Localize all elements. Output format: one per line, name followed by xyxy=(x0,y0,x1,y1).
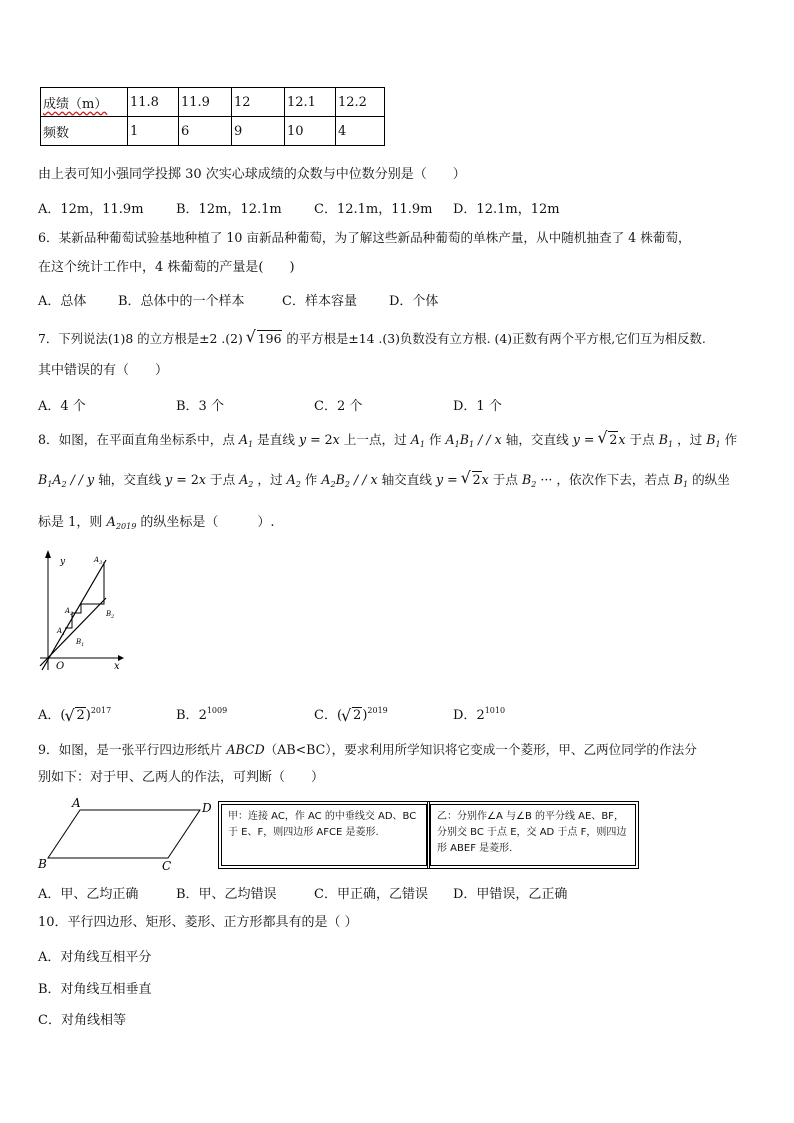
q10-option-a: A．对角线互相平分 xyxy=(38,950,152,965)
vertex-label-d: D xyxy=(202,801,212,815)
q8-text: ，依次作下去，若点 xyxy=(552,472,674,487)
q6-line2: 在这个统计工作中，4 株葡萄的产量是( ) xyxy=(38,260,295,275)
label-A2 xyxy=(64,607,73,617)
q8-coordinate-graph xyxy=(36,548,126,672)
label-A3-sub: 3 xyxy=(99,560,103,566)
q9-text: （AB<BC），要求利用所学知识将它变成一个菱形，甲、乙两位同学的作法分 xyxy=(264,742,697,757)
math-B1: $B_1$ xyxy=(706,432,721,449)
parallelogram-figure xyxy=(34,796,216,872)
q5-option-c: C．12.1m，11.9m xyxy=(314,202,433,217)
table-header-score: 成绩（m） xyxy=(43,96,108,112)
q8-text: 作 xyxy=(720,432,738,447)
vertex-label-c: C xyxy=(162,859,172,872)
math-B1: $B_1$ xyxy=(673,472,689,489)
q8-text: 于点 xyxy=(205,472,240,487)
math-B1A2-parallel-y: $B_1A_2$ / / y xyxy=(38,472,95,489)
yi-method-text: 乙：分别作∠A 与∠B 的平分线 AE、BF，分别交 BC 于点 E，交 AD 于点 F，则四边形 ABEF 是菱形. xyxy=(437,811,627,854)
q9-option-c: C．甲正确，乙错误 xyxy=(314,887,428,902)
math-A2: $A_2$ xyxy=(239,472,254,489)
exponent: 2019 xyxy=(367,706,388,715)
math-A1: $A_1$ xyxy=(410,432,425,449)
q8-text: 标是 1，则 xyxy=(38,515,107,530)
staircase-path xyxy=(65,562,104,628)
math-B1: $B_1$ xyxy=(658,432,674,449)
label-A2-sub: 2 xyxy=(70,611,74,617)
yi-method-box xyxy=(430,804,636,866)
sqrt-radicand: 2 xyxy=(353,708,362,723)
label-B2 xyxy=(105,610,114,620)
label-A3 xyxy=(93,556,102,566)
q8-line3 xyxy=(38,514,275,536)
q8-text: 轴交直线 xyxy=(377,472,436,487)
q8-text: 于点 xyxy=(488,472,522,487)
q6-option-b: B．总体中的一个样本 xyxy=(118,294,245,309)
q7-option-c: C．2 个 xyxy=(314,399,363,414)
q8-line1: 8．如图，在平面直角坐标系中，点 $A_1$ 是直线 y = 2x 上一点，过 $A_1$ 作 $A_1B_1$ / / x 轴，交直线 y = √ 2x 于点 $B_1$ ，过 $B_1$ 作 xyxy=(38,431,737,454)
option-letter: C． xyxy=(314,708,337,723)
table-row xyxy=(41,88,385,117)
math-y-eq-2x: y xyxy=(298,432,307,447)
vertex-label-a: A xyxy=(72,796,81,810)
option-letter: D． xyxy=(453,708,477,723)
q9-line2: 别如下：对于甲、乙两人的作法，可判断（ ） xyxy=(38,770,325,785)
math-B2: $B_2$ xyxy=(521,472,537,489)
q6-option-c: C．样本容量 xyxy=(282,294,357,309)
q8-text: 的纵坐 xyxy=(688,472,730,487)
math-A1B1-parallel-x: $A_1B_1$ / / x xyxy=(445,432,502,449)
label-A1 xyxy=(56,627,65,637)
q8-option-c: C．(√ 2)$^{2019}$ xyxy=(314,704,388,723)
q10-stem: 10．平行四边形、矩形、菱形、正方形都具有的是（ ） xyxy=(38,915,358,930)
q5-option-a: A．12m，11.9m xyxy=(38,202,144,217)
exponent: 2017 xyxy=(90,706,112,715)
q5-option-d: D．12.1m，12m xyxy=(453,202,560,217)
exponent: 1010 xyxy=(484,706,506,715)
exponent: 1009 xyxy=(206,706,228,715)
q8-text: 于点 xyxy=(625,432,659,447)
vertex-label-b: B xyxy=(38,857,47,871)
q9-line1 xyxy=(38,741,697,759)
q8-text: 上一点，过 xyxy=(339,432,411,447)
q9-option-a: A．甲、乙均正确 xyxy=(38,887,139,902)
q10-option-c: C．对角线相等 xyxy=(38,1013,126,1028)
sqrt-symbol xyxy=(247,330,283,348)
q7-text-part2: 的平方根是±14 .(3)负数没有立方根. (4)正数有两个平方根,它们互为相反数. xyxy=(282,331,706,346)
y-axis-label: y xyxy=(60,557,66,567)
q8-text: 作 xyxy=(424,432,446,447)
sqrt-radicand: 2 xyxy=(76,708,85,723)
label-B1-sub: 1 xyxy=(81,642,85,648)
x-axis-label: x xyxy=(114,661,120,672)
q9-option-b: B．甲、乙均错误 xyxy=(176,887,277,902)
table-row xyxy=(41,117,385,146)
q8-text: 的纵坐标是（ ）. xyxy=(136,515,275,530)
q5-option-b: B．12m，12.1m xyxy=(176,202,282,217)
score-frequency-table xyxy=(40,87,385,146)
q7-option-a: A．4 个 xyxy=(38,399,86,414)
q8-text: 轴，交直线 xyxy=(94,472,166,487)
option-letter: B． xyxy=(176,708,199,723)
math-A2B2-parallel-x: $A_2B_2$ / / x xyxy=(321,472,378,489)
table-header-frequency: 频数 xyxy=(41,117,128,146)
q7-option-d: D．1 个 xyxy=(453,399,502,414)
option-letter: A． xyxy=(38,708,61,723)
table-cell: 12.2 xyxy=(336,88,385,117)
label-A3-letter: A xyxy=(94,556,100,564)
table-cell: 12.1 xyxy=(285,88,336,117)
sqrt-radicand: 2 xyxy=(472,472,481,487)
q8-line2: $B_1A_2$ / / y 轴，交直线 y = 2x 于点 $A_2$ ，过 $A_2$ 作 $A_2B_2$ / / x 轴交直线 y = √ 2x 于点 $B_2$ ··· ，依次作下去，若点 $B_1$ 的纵坐 xyxy=(38,471,730,494)
jia-method-text: 甲：连接 AC，作 AC 的中垂线交 AD、BC 于 E、F，则四边形 AFCE 是菱形. xyxy=(228,811,417,838)
q6-option-d: D．个体 xyxy=(389,294,439,309)
math-A2019: $A_{2019}$ xyxy=(106,515,137,531)
q8-text: 是直线 xyxy=(253,432,299,447)
q8-option-a: A．(√ 2)$^{2017}$ xyxy=(38,704,111,723)
parallelogram-abcd xyxy=(48,810,200,858)
q7-text-part1: 7．下列说法(1)8 的立方根是±2 .(2) xyxy=(38,331,247,346)
math-y-eq-sqrt2x: y xyxy=(572,432,580,447)
label-A1-letter: A xyxy=(57,627,63,635)
math-y-eq-sqrt2x: y xyxy=(435,472,444,487)
origin-label: O xyxy=(56,661,65,672)
base: 2 xyxy=(198,708,207,723)
label-B1-letter: B xyxy=(76,638,82,646)
table-cell: 9 xyxy=(232,117,285,146)
q8-text: 8．如图，在平面直角坐标系中，点 xyxy=(38,432,239,447)
math-A2: $A_2$ xyxy=(286,472,301,489)
q6-line1: 6．某新品种葡萄试验基地种植了 10 亩新品种葡萄，为了解这些新品种葡萄的单株产量，从中随机抽查了 4 株葡萄， xyxy=(38,230,691,245)
q7-line1 xyxy=(38,330,706,348)
sqrt-radicand: 2 xyxy=(609,432,618,447)
q8-text: 作 xyxy=(300,472,322,487)
q6-option-a: A．总体 xyxy=(38,294,87,309)
q8-option-d xyxy=(453,704,505,723)
label-A2-letter: A xyxy=(65,607,71,615)
q8-text: ，过 xyxy=(673,432,707,447)
q8-text: ，过 xyxy=(253,472,287,487)
math-ABCD: ABCD xyxy=(226,742,265,757)
q8-text: 轴，交直线 xyxy=(501,432,573,447)
q8-option-b xyxy=(176,704,227,723)
math-y-eq-2x: y xyxy=(165,472,173,487)
jia-method-box xyxy=(221,804,427,866)
q7-line2: 其中错误的有（ ） xyxy=(38,363,169,378)
q7-option-b: B．3 个 xyxy=(176,399,224,414)
q10-option-b: B．对角线互相垂直 xyxy=(38,982,152,997)
math-A1: $A_1$ xyxy=(238,432,254,449)
table-cell: 11.9 xyxy=(179,88,232,117)
y-axis-arrow xyxy=(45,550,51,558)
table-cell: 1 xyxy=(128,117,179,146)
q9-text: 9．如图，是一张平行四边形纸片 xyxy=(38,742,227,757)
label-A1-sub: 1 xyxy=(62,631,66,637)
q9-option-d: D．甲错误，乙正确 xyxy=(453,887,568,902)
label-B2-letter: B xyxy=(106,610,112,618)
q7-radicand: 196 xyxy=(257,331,282,346)
q5-stem: 由上表可知小强同学投掷 30 次实心球成绩的众数与中位数分别是（ ） xyxy=(38,167,466,182)
base: 2 xyxy=(476,708,485,723)
table-cell: 11.8 xyxy=(128,88,179,117)
table-cell: 10 xyxy=(285,117,336,146)
label-B2-sub: 2 xyxy=(111,614,115,620)
table-cell: 4 xyxy=(336,117,385,146)
label-B1 xyxy=(75,638,84,648)
table-cell: 6 xyxy=(179,117,232,146)
table-cell: 12 xyxy=(232,88,285,117)
line-y-sqrt2x xyxy=(40,598,106,666)
